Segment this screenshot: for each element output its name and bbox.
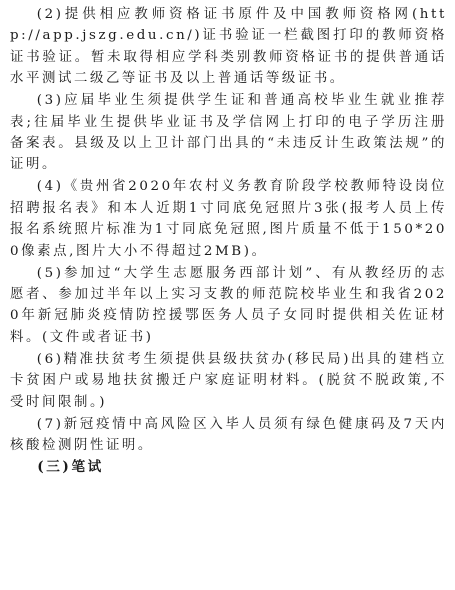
paragraph-item-4: (4)《贵州省2020年农村义务教育阶段学校教师特设岗位招聘报名表》和本人近期1寸同底免冠照片3张(报考人员上传报名系统照片标准为1寸同底免冠照,图片质量不低于150*200像素点,图片大小不得超过2MB)。 [10,179,447,259]
paragraph-item-6: (6)精准扶贫考生须提供县级扶贫办(移民局)出具的建档立卡贫困户或易地扶贫搬迁户家庭证明材料。(脱贫不脱政策,不受时间限制。) [10,351,447,410]
section-heading-written-exam: (三)笔试 [37,458,104,475]
paragraph-item-3: (3)应届毕业生须提供学生证和普通高校毕业生就业推荐表;往届毕业生提供毕业证书及学信网上打印的电子学历注册备案表。县级及以上卫计部门出具的“未违反计生政策法规”的证明。 [10,93,447,173]
paragraph-item-7: (7)新冠疫情中高风险区入毕人员须有绿色健康码及7天内核酸检测阴性证明。 [10,416,447,454]
paragraph-item-2: (2)提供相应教师资格证书原件及中国教师资格网(http://app.jszg.edu.cn/)证书验证一栏截图打印的教师资格证书验证。暂未取得相应学科类别教师资格证书的提供普通话水平测试二级乙等证书及以上普通话等级证书。 [10,7,447,87]
paragraph-item-5: (5)参加过“大学生志愿服务西部计划”、有从教经历的志愿者、参加过半年以上实习支教的师范院校毕业生和我省2020年新冠肺炎疫情防控援鄂医务人员子女同时提供相关佐证材料。(文件或者证书) [10,265,447,345]
